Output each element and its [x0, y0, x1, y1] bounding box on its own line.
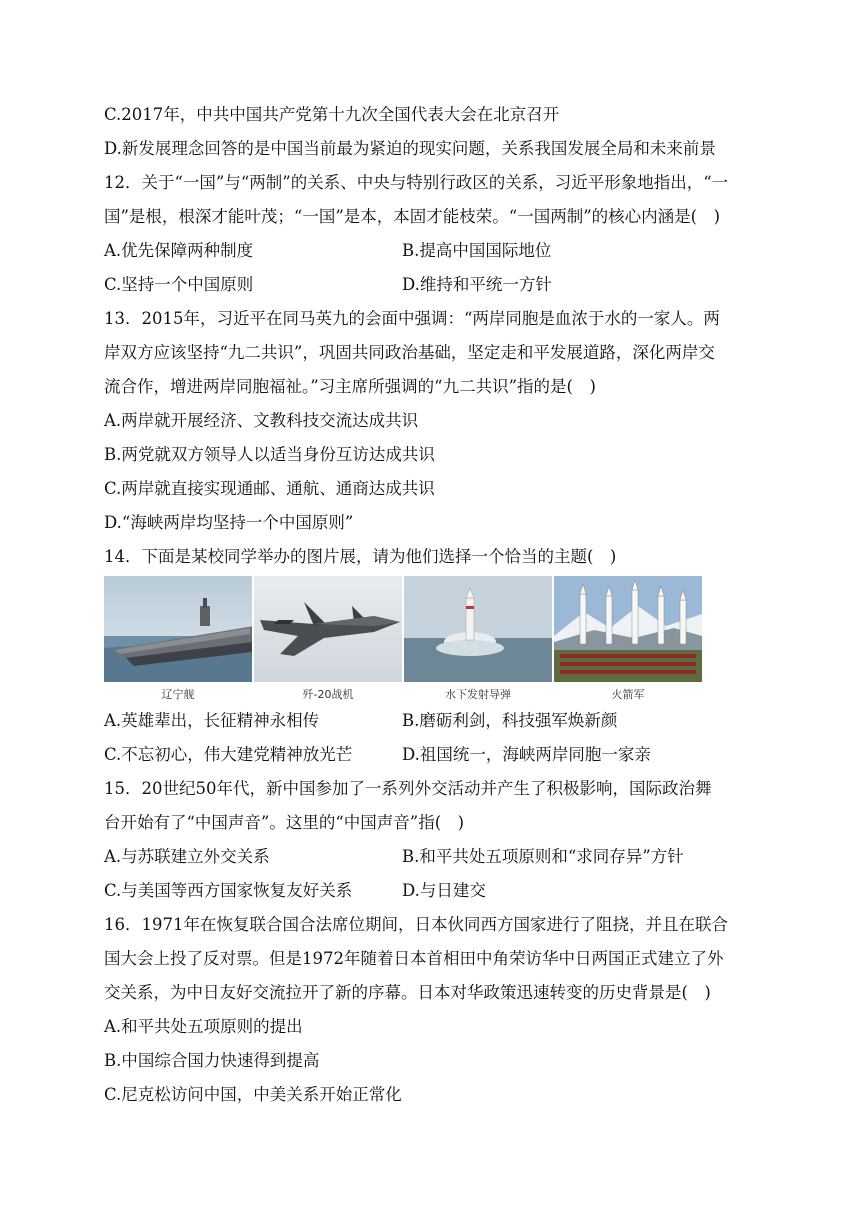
question-13-line-3: 流合作，增进两岸同胞福祉。”习主席所强调的“九二共识”指的是( )	[104, 377, 596, 396]
photo-strip	[104, 576, 704, 700]
option-15c: C.与美国等西方国家恢复友好关系	[104, 881, 353, 900]
option-12c: C.坚持一个中国原则	[104, 275, 254, 294]
photo-rocket-force	[554, 576, 702, 682]
photo-caption-3: 水下发射导弹	[445, 688, 511, 701]
option-13b: B.两党就双方领导人以适当身份互访达成共识	[104, 445, 435, 464]
photo-caption-1: 辽宁舰	[161, 688, 195, 701]
photo-j20	[254, 576, 402, 682]
option-16c: C.尼克松访问中国，中美关系开始正常化	[104, 1085, 402, 1104]
option-13d: D.“海峡两岸均坚持一个中国原则”	[104, 513, 354, 532]
option-12d: D.维持和平统一方针	[402, 275, 552, 294]
option-11c: C.2017年，中共中国共产党第十九次全国代表大会在北京召开	[104, 105, 560, 124]
option-15d: D.与日建交	[402, 881, 486, 900]
option-14d: D.祖国统一，海峡两岸同胞一家亲	[402, 745, 651, 764]
photo-caption-2: 歼-20战机	[302, 688, 354, 701]
question-12-line-2: 国”是根，根深才能叶茂；“一国”是本，本固才能枝荣。“一国两制”的核心内涵是( )	[104, 207, 721, 226]
question-13-line-2: 岸双方应该坚持“九二共识”，巩固共同政治基础，坚定走和平发展道路，深化两岸交	[104, 343, 715, 362]
question-12-line-1: 12．关于“一国”与“两制”的关系、中央与特别行政区的关系，习近平形象地指出，“一	[104, 173, 729, 192]
question-13-line-1: 13．2015年，习近平在同马英九的会面中强调：“两岸同胞是血浓于水的一家人。两	[104, 309, 720, 328]
option-14c: C.不忘初心，伟大建党精神放光芒	[104, 745, 353, 764]
question-15-line-1: 15．20世纪50年代，新中国参加了一系列外交活动并产生了积极影响，国际政治舞	[104, 779, 712, 798]
option-13a: A.两岸就开展经济、文教科技交流达成共识	[104, 411, 419, 430]
option-16b: B.中国综合国力快速得到提高	[104, 1051, 320, 1070]
question-14-line-1: 14．下面是某校同学举办的图片展，请为他们选择一个恰当的主题( )	[104, 547, 617, 566]
question-16-line-3: 交关系，为中日友好交流拉开了新的序幕。日本对华政策迅速转变的历史背景是( )	[104, 983, 711, 1002]
option-12b: B.提高中国国际地位	[402, 241, 552, 260]
option-15b: B.和平共处五项原则和“求同存异”方针	[402, 847, 684, 866]
question-15-line-2: 台开始有了“中国声音”。这里的“中国声音”指( )	[104, 813, 465, 832]
photo-carrier	[104, 576, 252, 682]
option-14b: B.磨砺利剑，科技强军焕新颜	[402, 711, 618, 730]
option-14a: A.英雄辈出，长征精神永相传	[104, 711, 320, 730]
option-16a: A.和平共处五项原则的提出	[104, 1017, 303, 1036]
photo-caption-4: 火箭军	[611, 688, 645, 701]
question-16-line-1: 16．1971年在恢复联合国合法席位期间，日本伙同西方国家进行了阻挠，并且在联合	[104, 915, 728, 934]
option-12a: A.优先保障两种制度	[104, 241, 254, 260]
option-13c: C.两岸就直接实现通邮、通航、通商达成共识	[104, 479, 435, 498]
option-11d: D.新发展理念回答的是中国当前最为紧迫的现实问题，关系我国发展全局和未来前景	[104, 139, 716, 158]
photo-missile	[404, 576, 552, 682]
question-16-line-2: 国大会上投了反对票。但是1972年随着日本首相田中角荣访华中日两国正式建立了外	[104, 949, 724, 968]
option-15a: A.与苏联建立外交关系	[104, 847, 270, 866]
